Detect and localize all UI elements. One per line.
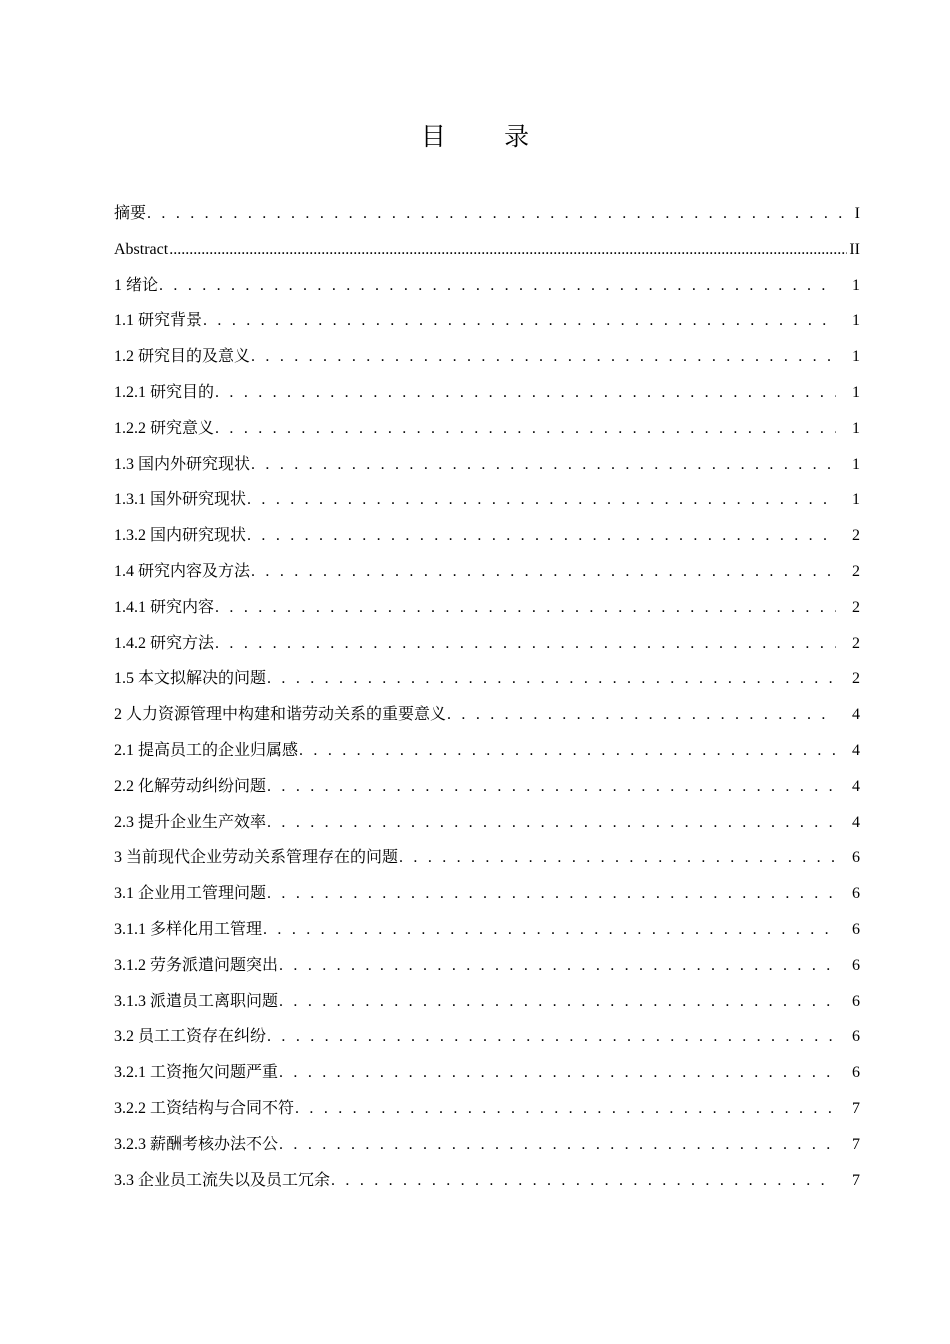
dot-leader [251,447,836,483]
toc-entry-page: 6 [852,956,860,974]
toc-entry [114,805,860,841]
toc-entry-page: 4 [852,706,860,724]
toc-entry-page: 7 [852,1171,860,1189]
toc-entry-label: 2 人力资源管理中构建和谐劳动关系的重要意义 [114,706,447,724]
dot-leader [215,590,836,626]
toc-entry-label: 3.2.2 工资结构与合同不符 [114,1099,295,1117]
toc-list [114,196,860,1198]
toc-entry-page: 2 [852,598,860,616]
dot-leader [203,303,836,339]
toc-entry-label: 1.1 研究背景 [114,312,203,330]
toc-entry-page: 1 [852,455,860,473]
dot-leader [169,232,847,268]
toc-entry-page: 2 [852,562,860,580]
dot-leader [279,984,836,1020]
dot-leader [247,482,836,518]
toc-entry-page: 1 [852,348,860,366]
toc-entry [114,984,860,1020]
toc-entry-page: 2 [852,634,860,652]
dot-leader [399,840,836,876]
toc-entry [114,339,860,375]
toc-entry [114,769,860,805]
toc-entry-page: 6 [852,885,860,903]
toc-entry-label: 1.2.1 研究目的 [114,383,215,401]
toc-entry [114,1091,860,1127]
toc-entry-label: 3.1 企业用工管理问题 [114,885,267,903]
dot-leader [215,411,836,447]
toc-entry-label: 3.3 企业员工流失以及员工冗余 [114,1171,331,1189]
dot-leader [267,661,836,697]
toc-entry [114,518,860,554]
toc-entry-label: 3.1.1 多样化用工管理 [114,920,263,938]
toc-entry-page: 1 [852,383,860,401]
toc-entry-label: 3.2.1 工资拖欠问题严重 [114,1064,279,1082]
toc-entry-page: 7 [852,1099,860,1117]
toc-entry-page: 1 [852,312,860,330]
toc-entry-page: 2 [852,670,860,688]
toc-entry [114,912,860,948]
toc-entry [114,590,860,626]
toc-entry-label: 3.1.3 派遣员工离职问题 [114,992,279,1010]
dot-leader [279,948,836,984]
toc-entry-page: I [854,205,860,222]
dot-leader [267,1019,836,1055]
toc-entry-label: 2.3 提升企业生产效率 [114,813,267,831]
toc-entry [114,303,860,339]
toc-entry [114,1127,860,1163]
toc-entry-label: Abstract [114,240,169,258]
toc-entry [114,626,860,662]
dot-leader [147,196,848,232]
toc-entry-label: 1 绪论 [114,276,159,294]
toc-entry-label: 1.2 研究目的及意义 [114,348,251,366]
toc-entry-page: 2 [852,527,860,545]
toc-entry-label: 3.2.3 薪酬考核办法不公 [114,1135,279,1153]
toc-entry [114,697,860,733]
toc-entry-label: 摘要 [114,205,147,222]
toc-entry-page: II [849,240,860,258]
toc-entry-page: 7 [852,1135,860,1153]
toc-entry [114,733,860,769]
toc-entry-label: 1.4.1 研究内容 [114,598,215,616]
toc-entry-page: 6 [852,1028,860,1046]
toc-entry-page: 1 [852,276,860,294]
dot-leader [159,268,836,304]
toc-entry-label: 3 当前现代企业劳动关系管理存在的问题 [114,849,399,867]
toc-entry [114,840,860,876]
dot-leader [331,1163,836,1199]
toc-entry-label: 1.4.2 研究方法 [114,634,215,652]
toc-entry-label: 3.2 员工工资存在纠纷 [114,1028,267,1046]
toc-entry-page: 4 [852,777,860,795]
dot-leader [267,805,836,841]
toc-entry-label: 1.3 国内外研究现状 [114,455,251,473]
toc-entry [114,482,860,518]
toc-entry-page: 6 [852,920,860,938]
toc-entry-label: 1.5 本文拟解决的问题 [114,670,267,688]
toc-entry-label: 1.3.1 国外研究现状 [114,491,247,509]
toc-entry-label: 1.2.2 研究意义 [114,419,215,437]
toc-entry-page: 1 [852,419,860,437]
dot-leader [247,518,836,554]
toc-entry [114,411,860,447]
dot-leader [447,697,836,733]
toc-entry-label: 2.1 提高员工的企业归属感 [114,741,299,759]
toc-entry [114,876,860,912]
toc-entry [114,232,860,268]
toc-entry [114,948,860,984]
toc-entry [114,447,860,483]
toc-entry-page: 6 [852,849,860,867]
dot-leader [279,1127,836,1163]
toc-entry [114,661,860,697]
dot-leader [215,375,836,411]
dot-leader [267,769,836,805]
dot-leader [267,876,836,912]
toc-entry [114,1019,860,1055]
dot-leader [279,1055,836,1091]
dot-leader [215,626,836,662]
toc-entry-label: 2.2 化解劳动纠纷问题 [114,777,267,795]
toc-entry [114,268,860,304]
toc-entry [114,196,860,232]
toc-entry-page: 1 [852,491,860,509]
dot-leader [295,1091,836,1127]
page-title: 目 录 [420,124,556,151]
toc-entry-page: 4 [852,741,860,759]
toc-entry [114,1163,860,1199]
toc-entry-label: 3.1.2 劳务派遣问题突出 [114,956,279,974]
toc-entry-page: 4 [852,813,860,831]
toc-entry [114,1055,860,1091]
dot-leader [251,339,836,375]
toc-entry-label: 1.4 研究内容及方法 [114,562,251,580]
toc-entry-page: 6 [852,992,860,1010]
dot-leader [251,554,836,590]
toc-entry [114,554,860,590]
toc-entry-label: 1.3.2 国内研究现状 [114,527,247,545]
toc-entry [114,375,860,411]
dot-leader [299,733,836,769]
dot-leader [263,912,836,948]
toc-entry-page: 6 [852,1064,860,1082]
